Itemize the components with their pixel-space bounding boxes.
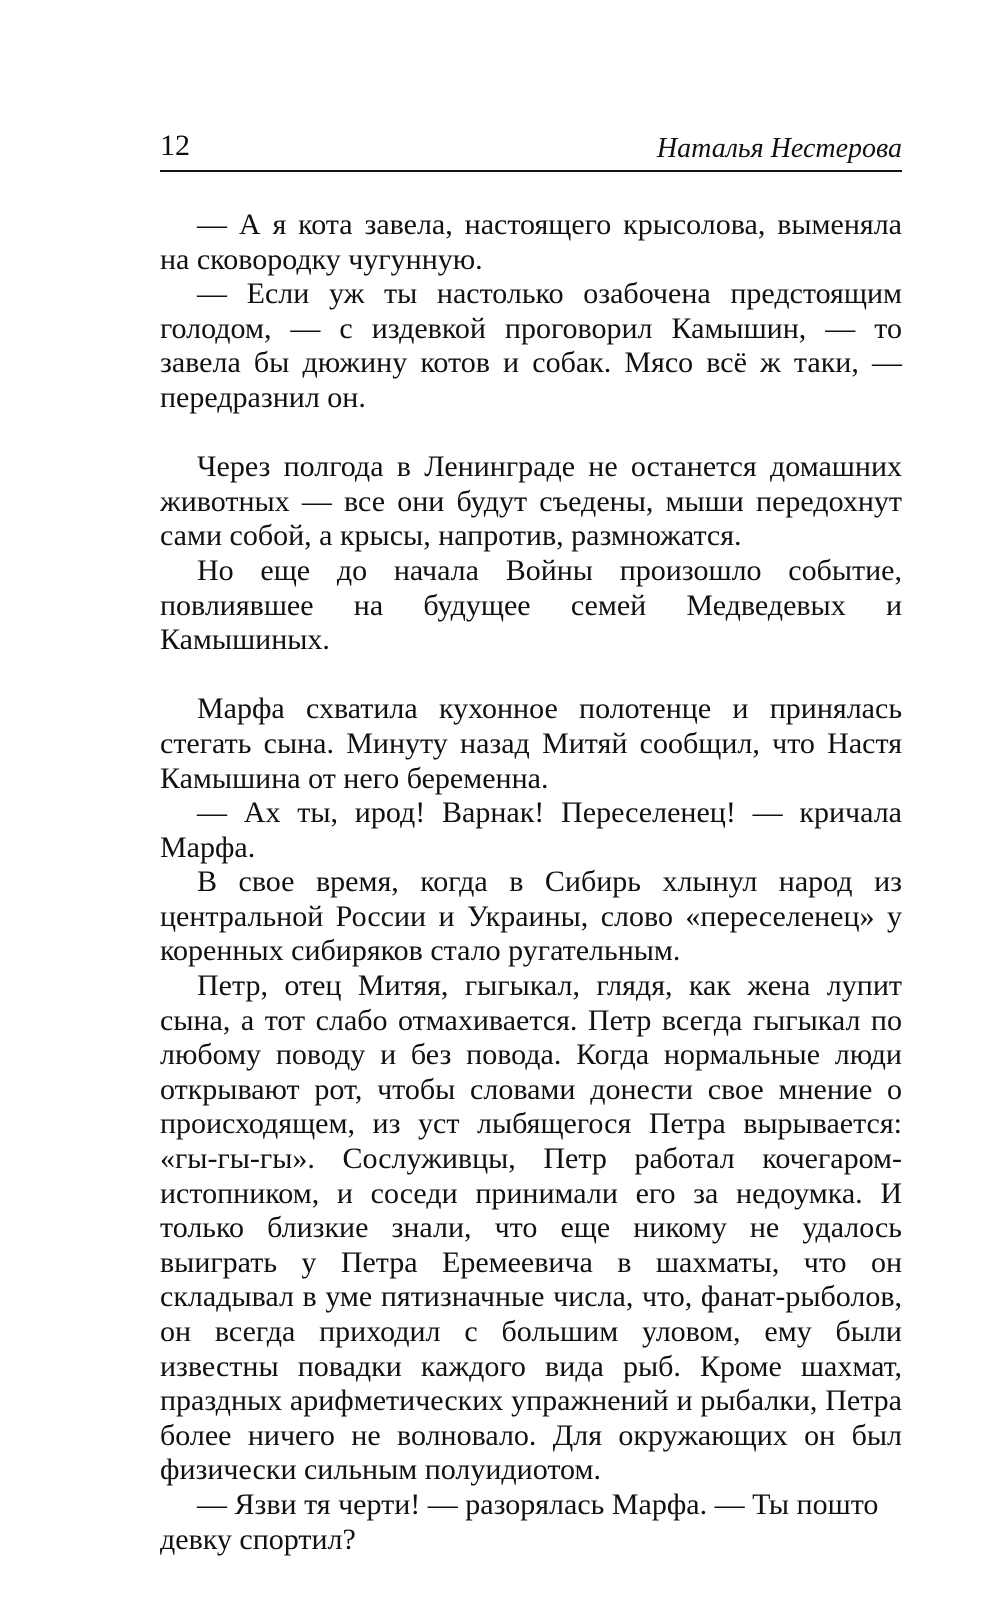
paragraph: Но еще до начала Войны произошло событие, повлиявшее на будущее семей Медведевых и Камышиных. <box>160 553 902 657</box>
paragraph: Марфа схватила кухонное полотенце и принялась стегать сына. Минуту назад Митяй сообщил, что Настя Камышина от него беременна. <box>160 692 902 795</box>
paragraph: Петр, отец Митяя, гыгыкал, глядя, как жена лупит сына, а тот слабо отмахивается. Петр всегда гыгыкал по любому поводу и без повода. Когда нормальные люди открывают рот, чтобы словами донести свое мнение о происходящем, из уст лыбящегося Петра вырывается: «гы-гы-гы». Сослуживцы, Петр работал кочегаром-истопником, и соседи принимали его за недоумка. И только близкие знали, что еще никому не удалось выиграть у Петра Еремеевича в шахматы, что он складывал в уме пятизначные числа, что, фанат-рыболов, он всегда приходил с большим уловом, ему были известны повадки каждого вида рыб. Кроме шахмат, праздных арифметических упражнений и рыбалки, Петра более ничего не волновало. Для окружающих он был физически сильным полуидиотом. <box>160 969 902 1487</box>
running-head <box>160 125 902 172</box>
author-name: Наталья Нестерова <box>656 133 902 164</box>
paragraph: — Если уж ты настолько озабочена предстоящим голодом, — с издевкой проговорил Камышин, — то завела бы дюжину котов и собак. Мясо всё ж таки, — передразнил он. <box>160 277 902 414</box>
page-number: 12 <box>160 129 190 162</box>
section-break <box>160 416 902 451</box>
paragraph: — Ах ты, ирод! Варнак! Переселенец! — кричала Марфа. <box>160 796 902 864</box>
paragraph: — А я кота завела, настоящего крысолова, выменяла на сковородку чугунную. <box>160 208 902 276</box>
paragraph: В свое время, когда в Сибирь хлынул народ из центральной России и Украины, слово «переселенец» у коренных сибиряков стало ругательным. <box>160 865 902 968</box>
book-page <box>160 125 902 1557</box>
section-break <box>160 658 902 693</box>
body-text <box>160 208 902 1557</box>
paragraph: — Язви тя черти! — разорялась Марфа. — Ты пошто девку спортил? <box>160 1487 879 1556</box>
paragraph: Через полгода в Ленинграде не останется домашних животных — все они будут съедены, мыши передохнут сами собой, а крысы, напротив, размножатся. <box>160 450 902 553</box>
